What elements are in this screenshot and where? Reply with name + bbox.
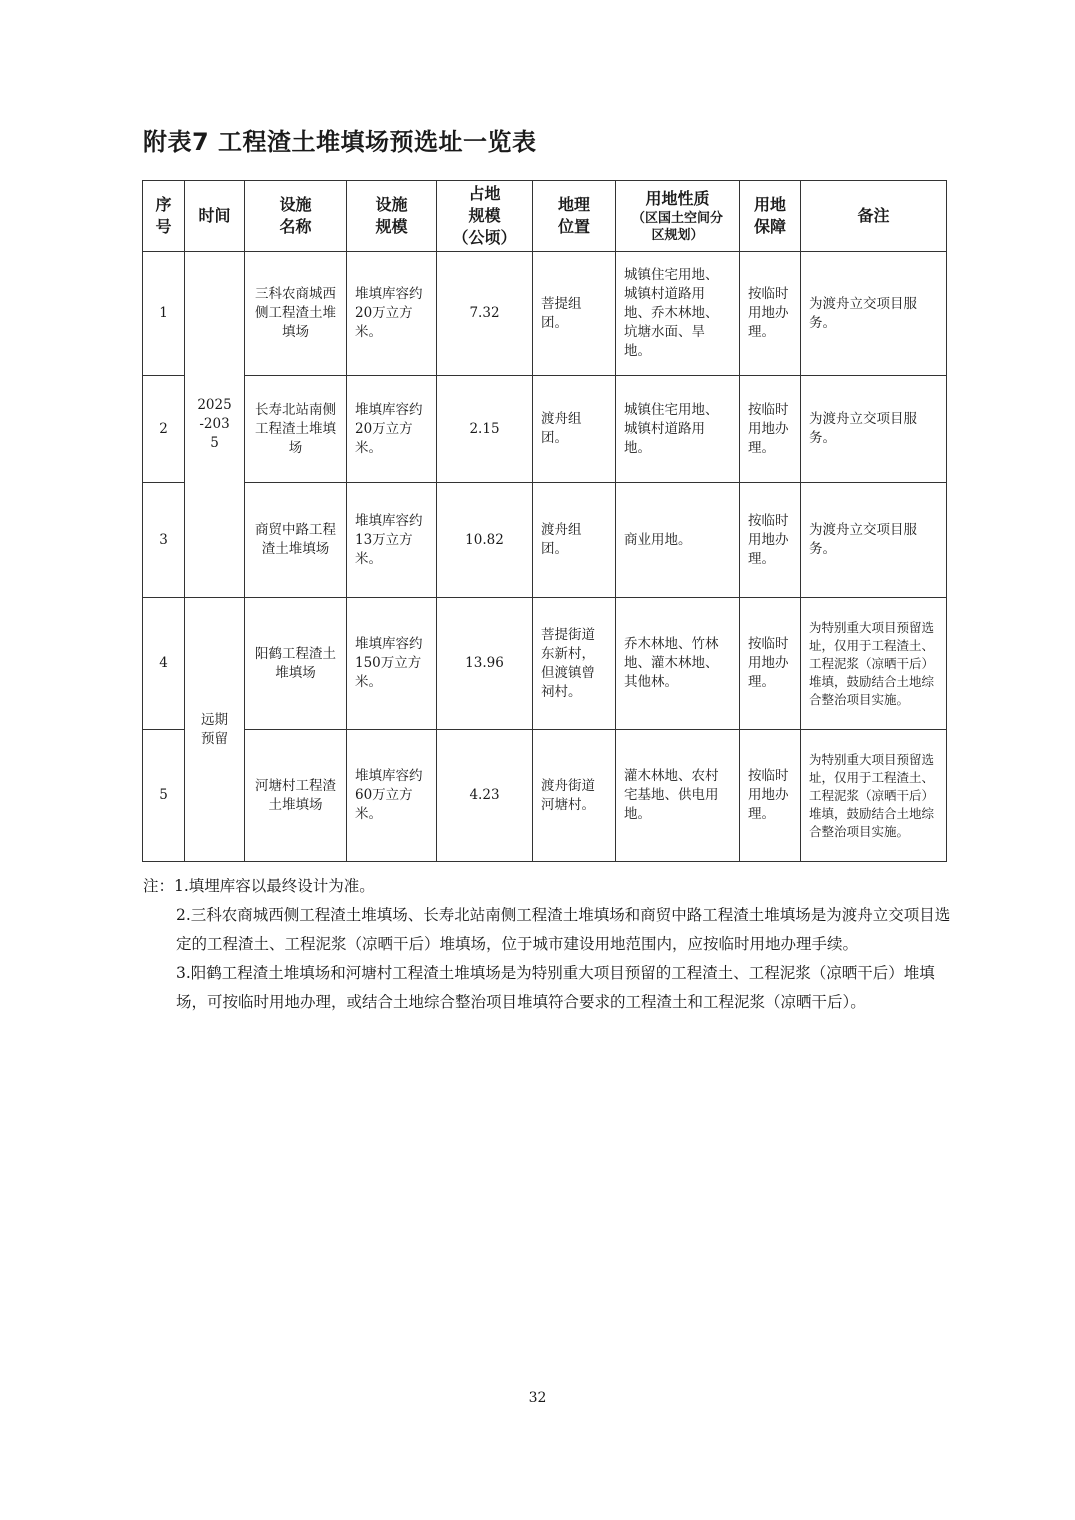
cell-guarantee: 按临时用地办理。 xyxy=(740,252,801,376)
header-remark: 备注 xyxy=(801,181,947,252)
cell-remark: 为特别重大项目预留选址，仅用于工程渣土、工程泥浆（凉晒干后）堆填，鼓励结合土地综合整治项目实施。 xyxy=(801,730,947,862)
cell-period: 远期预留 xyxy=(185,598,245,862)
table-row xyxy=(143,376,947,483)
table-row xyxy=(143,483,947,598)
cell-remark: 为特别重大项目预留选址，仅用于工程渣土、工程泥浆（凉晒干后）堆填，鼓励结合土地综合整治项目实施。 xyxy=(801,598,947,730)
table-row xyxy=(143,252,947,376)
header-row xyxy=(143,181,947,252)
cell-name: 三科农商城西侧工程渣土堆填场 xyxy=(245,252,347,376)
site-table xyxy=(142,180,947,862)
cell-area: 4.23 xyxy=(437,730,533,862)
cell-remark: 为渡舟立交项目服务。 xyxy=(801,483,947,598)
cell-seq: 3 xyxy=(143,483,185,598)
cell-area: 2.15 xyxy=(437,376,533,483)
note-2: 2.三科农商城西侧工程渣土堆填场、长寿北站南侧工程渣土堆填场和商贸中路工程渣土堆填场是为渡舟立交项目选定的工程渣土、工程泥浆（凉晒干后）堆填场，位于城市建设用地范围内，应按临时用地办理手续。 xyxy=(176,906,951,953)
header-name: 设施 名称 xyxy=(245,181,347,252)
cell-area: 7.32 xyxy=(437,252,533,376)
cell-scale: 堆填库容约60万立方米。 xyxy=(347,730,437,862)
header-location: 地理 位置 xyxy=(533,181,616,252)
header-seq: 序 号 xyxy=(143,181,185,252)
cell-remark: 为渡舟立交项目服务。 xyxy=(801,376,947,483)
header-area: 占地 规模 （公顷） xyxy=(437,181,533,252)
header-scale: 设施 规模 xyxy=(347,181,437,252)
notes xyxy=(143,872,953,1017)
note-1: 注：1.填埋库容以最终设计为准。 xyxy=(143,877,375,895)
cell-scale: 堆填库容约20万立方米。 xyxy=(347,252,437,376)
cell-scale: 堆填库容约150万立方米。 xyxy=(347,598,437,730)
cell-location: 菩提组团。 xyxy=(533,252,616,376)
header-time: 时间 xyxy=(185,181,245,252)
cell-guarantee: 按临时用地办理。 xyxy=(740,376,801,483)
page-number: 32 xyxy=(528,1390,547,1406)
cell-location: 渡舟街道河塘村。 xyxy=(533,730,616,862)
cell-period: 2025-2035 xyxy=(185,252,245,598)
table-row xyxy=(143,730,947,862)
page-title: 附表7 工程渣土堆填场预选址一览表 xyxy=(143,128,537,156)
cell-landuse: 城镇住宅用地、城镇村道路用地、乔木林地、坑塘水面、旱地。 xyxy=(616,252,740,376)
cell-landuse: 灌木林地、农村宅基地、供电用地。 xyxy=(616,730,740,862)
cell-seq: 1 xyxy=(143,252,185,376)
table-row xyxy=(143,598,947,730)
cell-seq: 2 xyxy=(143,376,185,483)
cell-name: 阳鹤工程渣土堆填场 xyxy=(245,598,347,730)
cell-name: 商贸中路工程渣土堆填场 xyxy=(245,483,347,598)
cell-guarantee: 按临时用地办理。 xyxy=(740,598,801,730)
cell-landuse: 乔木林地、竹林地、灌木林地、其他林。 xyxy=(616,598,740,730)
cell-guarantee: 按临时用地办理。 xyxy=(740,483,801,598)
header-guarantee: 用地 保障 xyxy=(740,181,801,252)
cell-remark: 为渡舟立交项目服务。 xyxy=(801,252,947,376)
cell-scale: 堆填库容约13万立方米。 xyxy=(347,483,437,598)
cell-location: 渡舟组团。 xyxy=(533,376,616,483)
cell-landuse: 城镇住宅用地、城镇村道路用地。 xyxy=(616,376,740,483)
cell-area: 10.82 xyxy=(437,483,533,598)
cell-guarantee: 按临时用地办理。 xyxy=(740,730,801,862)
cell-landuse: 商业用地。 xyxy=(616,483,740,598)
note-3: 3.阳鹤工程渣土堆填场和河塘村工程渣土堆填场是为特别重大项目预留的工程渣土、工程泥浆（凉晒干后）堆填场，可按临时用地办理，或结合土地综合整治项目堆填符合要求的工程渣土和工程泥浆（凉晒干后）。 xyxy=(176,964,935,1011)
cell-name: 河塘村工程渣土堆填场 xyxy=(245,730,347,862)
cell-seq: 5 xyxy=(143,730,185,862)
header-landuse: 用地性质 （区国土空间分 区规划） xyxy=(616,181,740,252)
cell-location: 菩提街道东新村，但渡镇曾祠村。 xyxy=(533,598,616,730)
cell-location: 渡舟组团。 xyxy=(533,483,616,598)
cell-seq: 4 xyxy=(143,598,185,730)
cell-area: 13.96 xyxy=(437,598,533,730)
note-prefix: 注： xyxy=(143,877,175,895)
cell-name: 长寿北站南侧工程渣土堆填场 xyxy=(245,376,347,483)
cell-scale: 堆填库容约20万立方米。 xyxy=(347,376,437,483)
